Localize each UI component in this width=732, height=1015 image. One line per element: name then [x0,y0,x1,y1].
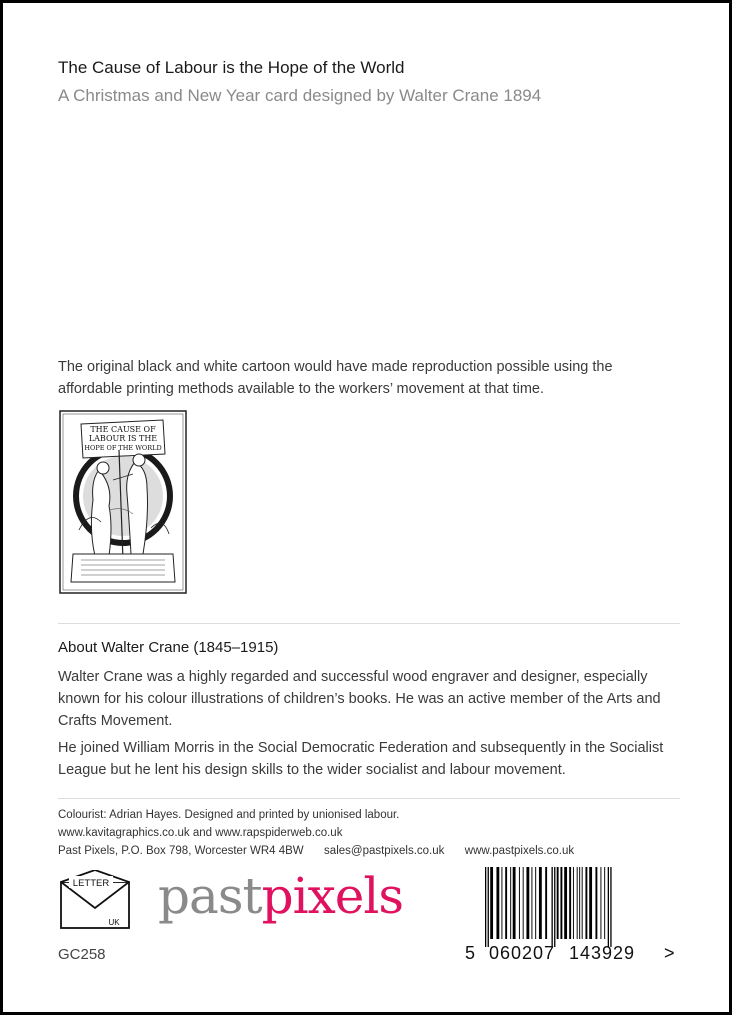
barcode-bar [569,867,571,939]
product-code: GC258 [58,946,106,963]
barcode-bar [589,867,592,939]
logo-past: past [158,867,262,925]
divider [58,798,680,799]
barcode-bar [526,867,529,939]
website-address: www.pastpixels.co.uk [464,845,575,857]
barcode-bar [610,867,611,947]
barcode-bar [545,867,547,939]
thumb-banner-line1: THE CAUSE OF [90,425,156,434]
credits-line-2: www.kavitagraphics.co.uk and www.rapspiderweb.co.uk [58,827,343,839]
barcode-bar [490,867,493,939]
pastpixels-logo [158,867,404,925]
barcode-bar [573,867,574,939]
barcode-bar [535,867,536,939]
about-heading: About Walter Crane (1845–1915) [58,639,279,656]
card-subtitle: A Christmas and New Year card designed by Walter Crane 1894 [58,86,542,105]
barcode-bar [510,867,511,939]
barcode-lead-digit: 5 [465,943,476,963]
barcode-bar [519,867,520,939]
credits-line-1: Colourist: Adrian Hayes. Designed and printed by unionised labour. [58,809,400,821]
barcode-group-2: 143929 [569,943,636,963]
barcode-bar [557,867,559,939]
barcode-bar [488,867,489,947]
barcode-bar [513,867,516,939]
card-title: The Cause of Labour is the Hope of the World [58,58,405,77]
barcode-arrow: > [664,943,675,963]
about-paragraph-1: Walter Crane was a highly regarded and successful wood engraver and designer, especially known for his colour illustrations of children’s books. He was an active member of the Arts and Crafts Movement. [58,669,661,729]
intro-paragraph: The original black and white cartoon would have made reproduction possible using the affordable printing methods available to the workers’ movement at that time. [58,359,613,397]
barcode-bar [501,867,502,939]
thumb-banner-line2: LABOUR IS THE [88,434,158,443]
barcode-bar [564,867,567,939]
barcode-bar [582,867,583,939]
divider [58,623,680,624]
barcode-bar [585,867,587,939]
thumb-banner-line3: HOPE OF THE WORLD [84,444,162,452]
barcode-group-1: 060207 [489,943,556,963]
uk-label: UK [108,918,120,927]
postal-address: Past Pixels, P.O. Box 798, Worcester WR4 4BW [58,845,304,857]
barcode-bar [600,867,601,939]
barcode-bar [604,867,605,939]
barcode-bar [485,867,486,947]
barcode-bar [554,867,555,947]
barcode-bar [552,867,553,947]
barcode-bar [531,867,532,939]
letter-label: LETTER [72,878,110,889]
barcode-bar [505,867,507,939]
barcode-bar [608,867,609,947]
envelope-icon [59,870,133,930]
credits-line-3 [58,845,574,857]
logo-pixels: pixels [261,867,404,925]
barcode-bar [496,867,499,939]
barcode-bar [595,867,597,939]
email-address: sales@pastpixels.co.uk [324,845,445,857]
barcode-bar [539,867,542,939]
barcode-bar [579,867,580,939]
barcode-bar [577,867,578,939]
artwork-thumbnail [59,410,187,594]
barcode-bar [560,867,562,939]
about-paragraph-2: He joined William Morris in the Social Democratic Federation and subsequently in the Socialist League but he lent his design skills to the wider socialist and labour movement. [58,740,664,778]
barcode-bar [523,867,524,939]
